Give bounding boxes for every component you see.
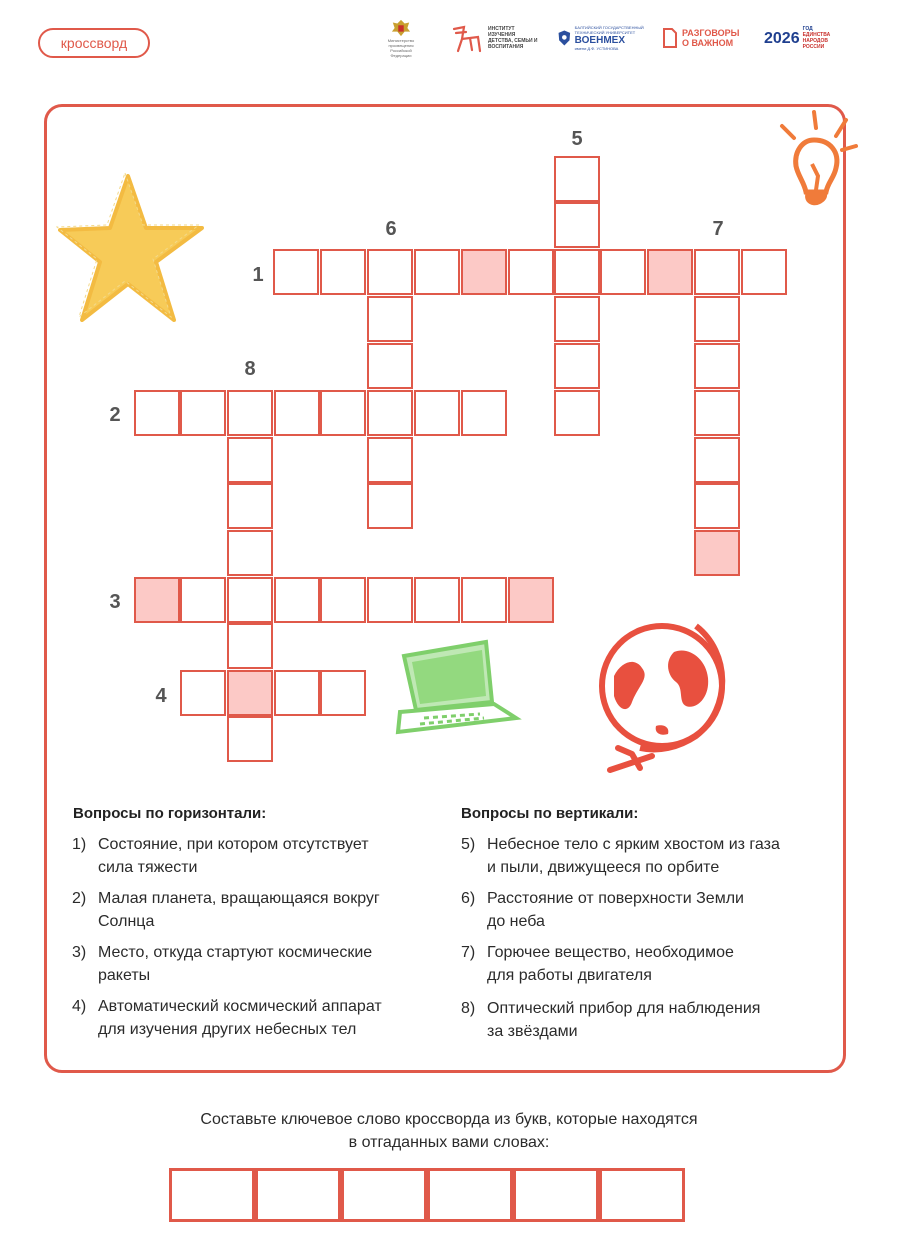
clue-number-8: 8 bbox=[244, 358, 256, 380]
crossword-cell[interactable] bbox=[554, 156, 600, 202]
vertical-question-8: 8) Оптический прибор для наблюдения за звёздами bbox=[461, 1000, 761, 1040]
keyword-box[interactable] bbox=[513, 1168, 599, 1222]
clue-number-6: 6 bbox=[385, 218, 397, 240]
crossword-cell[interactable] bbox=[414, 577, 460, 623]
crossword-cell[interactable] bbox=[554, 390, 600, 436]
keyword-box[interactable] bbox=[341, 1168, 427, 1222]
crossword-cell[interactable] bbox=[694, 249, 740, 295]
star-icon bbox=[56, 170, 206, 330]
crossword-cell[interactable] bbox=[508, 249, 554, 295]
crossword-cell[interactable] bbox=[227, 577, 273, 623]
vertical-questions-title: Вопросы по вертикали: bbox=[461, 805, 639, 822]
horizontal-question-2: 2) Малая планета, вращающаяся вокруг Солнца bbox=[72, 890, 380, 930]
crossword-cell[interactable] bbox=[741, 249, 787, 295]
crossword-cell[interactable] bbox=[367, 390, 413, 436]
crossword-cell[interactable] bbox=[461, 390, 507, 436]
institute-logo: ИНСТИТУТ ИЗУЧЕНИЯ ДЕТСТВА, СЕМЬИ И ВОСПИТАНИЯ bbox=[450, 18, 540, 58]
crossword-cell[interactable] bbox=[367, 249, 413, 295]
crossword-cell[interactable] bbox=[554, 202, 600, 248]
clue-number-5: 5 bbox=[571, 128, 583, 150]
vertical-question-7: 7) Горючее вещество, необходимое для работы двигателя bbox=[461, 944, 734, 984]
crossword-cell-key[interactable] bbox=[647, 249, 693, 295]
shield-icon bbox=[558, 24, 571, 52]
crossword-cell[interactable] bbox=[274, 670, 320, 716]
horizontal-question-1: 1) Состояние, при котором отсутствует сила тяжести bbox=[72, 836, 369, 876]
clue-number-7: 7 bbox=[712, 218, 724, 240]
clue-number-3: 3 bbox=[109, 591, 121, 613]
folder-icon bbox=[662, 27, 678, 49]
crossword-cell[interactable] bbox=[694, 483, 740, 529]
voenmeh-logo: БАЛТИЙСКИЙ ГОСУДАРСТВЕННЫЙ ТЕХНИЧЕСКИЙ УНИВЕРСИТЕТ ВОЕНМЕХ имени Д.Ф. УСТИНОВА bbox=[558, 18, 650, 58]
crossword-cell[interactable] bbox=[461, 577, 507, 623]
crossword-cell[interactable] bbox=[320, 577, 366, 623]
crossword-cell[interactable] bbox=[227, 623, 273, 669]
keyword-box[interactable] bbox=[255, 1168, 341, 1222]
crossword-cell-key[interactable] bbox=[461, 249, 507, 295]
laptop-icon bbox=[390, 636, 522, 738]
lightbulb-icon bbox=[772, 106, 862, 214]
crossword-cell[interactable] bbox=[367, 296, 413, 342]
crossword-cell[interactable] bbox=[367, 577, 413, 623]
crossword-cell[interactable] bbox=[227, 483, 273, 529]
clue-number-2: 2 bbox=[109, 404, 121, 426]
crossword-cell[interactable] bbox=[180, 390, 226, 436]
crossword-cell[interactable] bbox=[367, 343, 413, 389]
crossword-cell[interactable] bbox=[694, 343, 740, 389]
keyword-box[interactable] bbox=[169, 1168, 255, 1222]
crossword-cell[interactable] bbox=[414, 249, 460, 295]
crossword-cell[interactable] bbox=[227, 530, 273, 576]
crossword-cell[interactable] bbox=[414, 390, 460, 436]
category-tag: кроссворд bbox=[38, 28, 150, 58]
horizontal-questions-title: Вопросы по горизонтали: bbox=[73, 805, 267, 822]
crossword-cell[interactable] bbox=[134, 390, 180, 436]
horizontal-question-4: 4) Автоматический космический аппарат для изучения других небесных тел bbox=[72, 998, 382, 1038]
crossword-cell[interactable] bbox=[227, 390, 273, 436]
clue-number-1: 1 bbox=[252, 264, 264, 286]
crossword-cell[interactable] bbox=[600, 249, 646, 295]
crossword-cell-key[interactable] bbox=[134, 577, 180, 623]
crossword-cell[interactable] bbox=[320, 670, 366, 716]
crossword-cell[interactable] bbox=[694, 437, 740, 483]
vertical-question-5: 5) Небесное тело с ярким хвостом из газа и пыли, движущееся по орбите bbox=[461, 836, 780, 876]
year-of-unity-logo: 2026 ГОД ЕДИНСТВА НАРОДОВ РОССИИ bbox=[764, 26, 831, 50]
razgovory-logo: РАЗГОВОРЫ О ВАЖНОМ bbox=[662, 18, 742, 58]
crossword-cell[interactable] bbox=[554, 296, 600, 342]
keyword-box[interactable] bbox=[427, 1168, 513, 1222]
crossword-cell[interactable] bbox=[694, 296, 740, 342]
crossword-cell[interactable] bbox=[694, 390, 740, 436]
crossword-cell-key[interactable] bbox=[508, 577, 554, 623]
crossword-cell[interactable] bbox=[227, 437, 273, 483]
globe-icon bbox=[592, 606, 742, 776]
crossword-cell[interactable] bbox=[273, 249, 319, 295]
horizontal-question-3: 3) Место, откуда стартуют космические ракеты bbox=[72, 944, 373, 984]
emblem-icon bbox=[388, 18, 414, 38]
crossword-cell[interactable] bbox=[367, 483, 413, 529]
crossword-cell[interactable] bbox=[367, 437, 413, 483]
crossword-cell[interactable] bbox=[227, 716, 273, 762]
chair-icon bbox=[450, 23, 484, 53]
keyword-box[interactable] bbox=[599, 1168, 685, 1222]
crossword-cell[interactable] bbox=[320, 249, 366, 295]
vertical-question-6: 6) Расстояние от поверхности Земли до неба bbox=[461, 890, 744, 930]
crossword-cell[interactable] bbox=[180, 670, 226, 716]
ministry-logo: Министерство просвещения Российской Федерации bbox=[380, 18, 422, 58]
crossword-cell-key[interactable] bbox=[694, 530, 740, 576]
crossword-cell[interactable] bbox=[274, 577, 320, 623]
crossword-cell[interactable] bbox=[180, 577, 226, 623]
crossword-cell[interactable] bbox=[554, 343, 600, 389]
partner-logos bbox=[380, 18, 860, 58]
crossword-cell[interactable] bbox=[320, 390, 366, 436]
crossword-cell[interactable] bbox=[554, 249, 600, 295]
crossword-cell[interactable] bbox=[274, 390, 320, 436]
clue-number-4: 4 bbox=[155, 685, 167, 707]
crossword-cell-key[interactable] bbox=[227, 670, 273, 716]
keyword-instruction: Составьте ключевое слово кроссворда из букв, которые находятся в отгаданных вами словах: bbox=[200, 1111, 698, 1151]
